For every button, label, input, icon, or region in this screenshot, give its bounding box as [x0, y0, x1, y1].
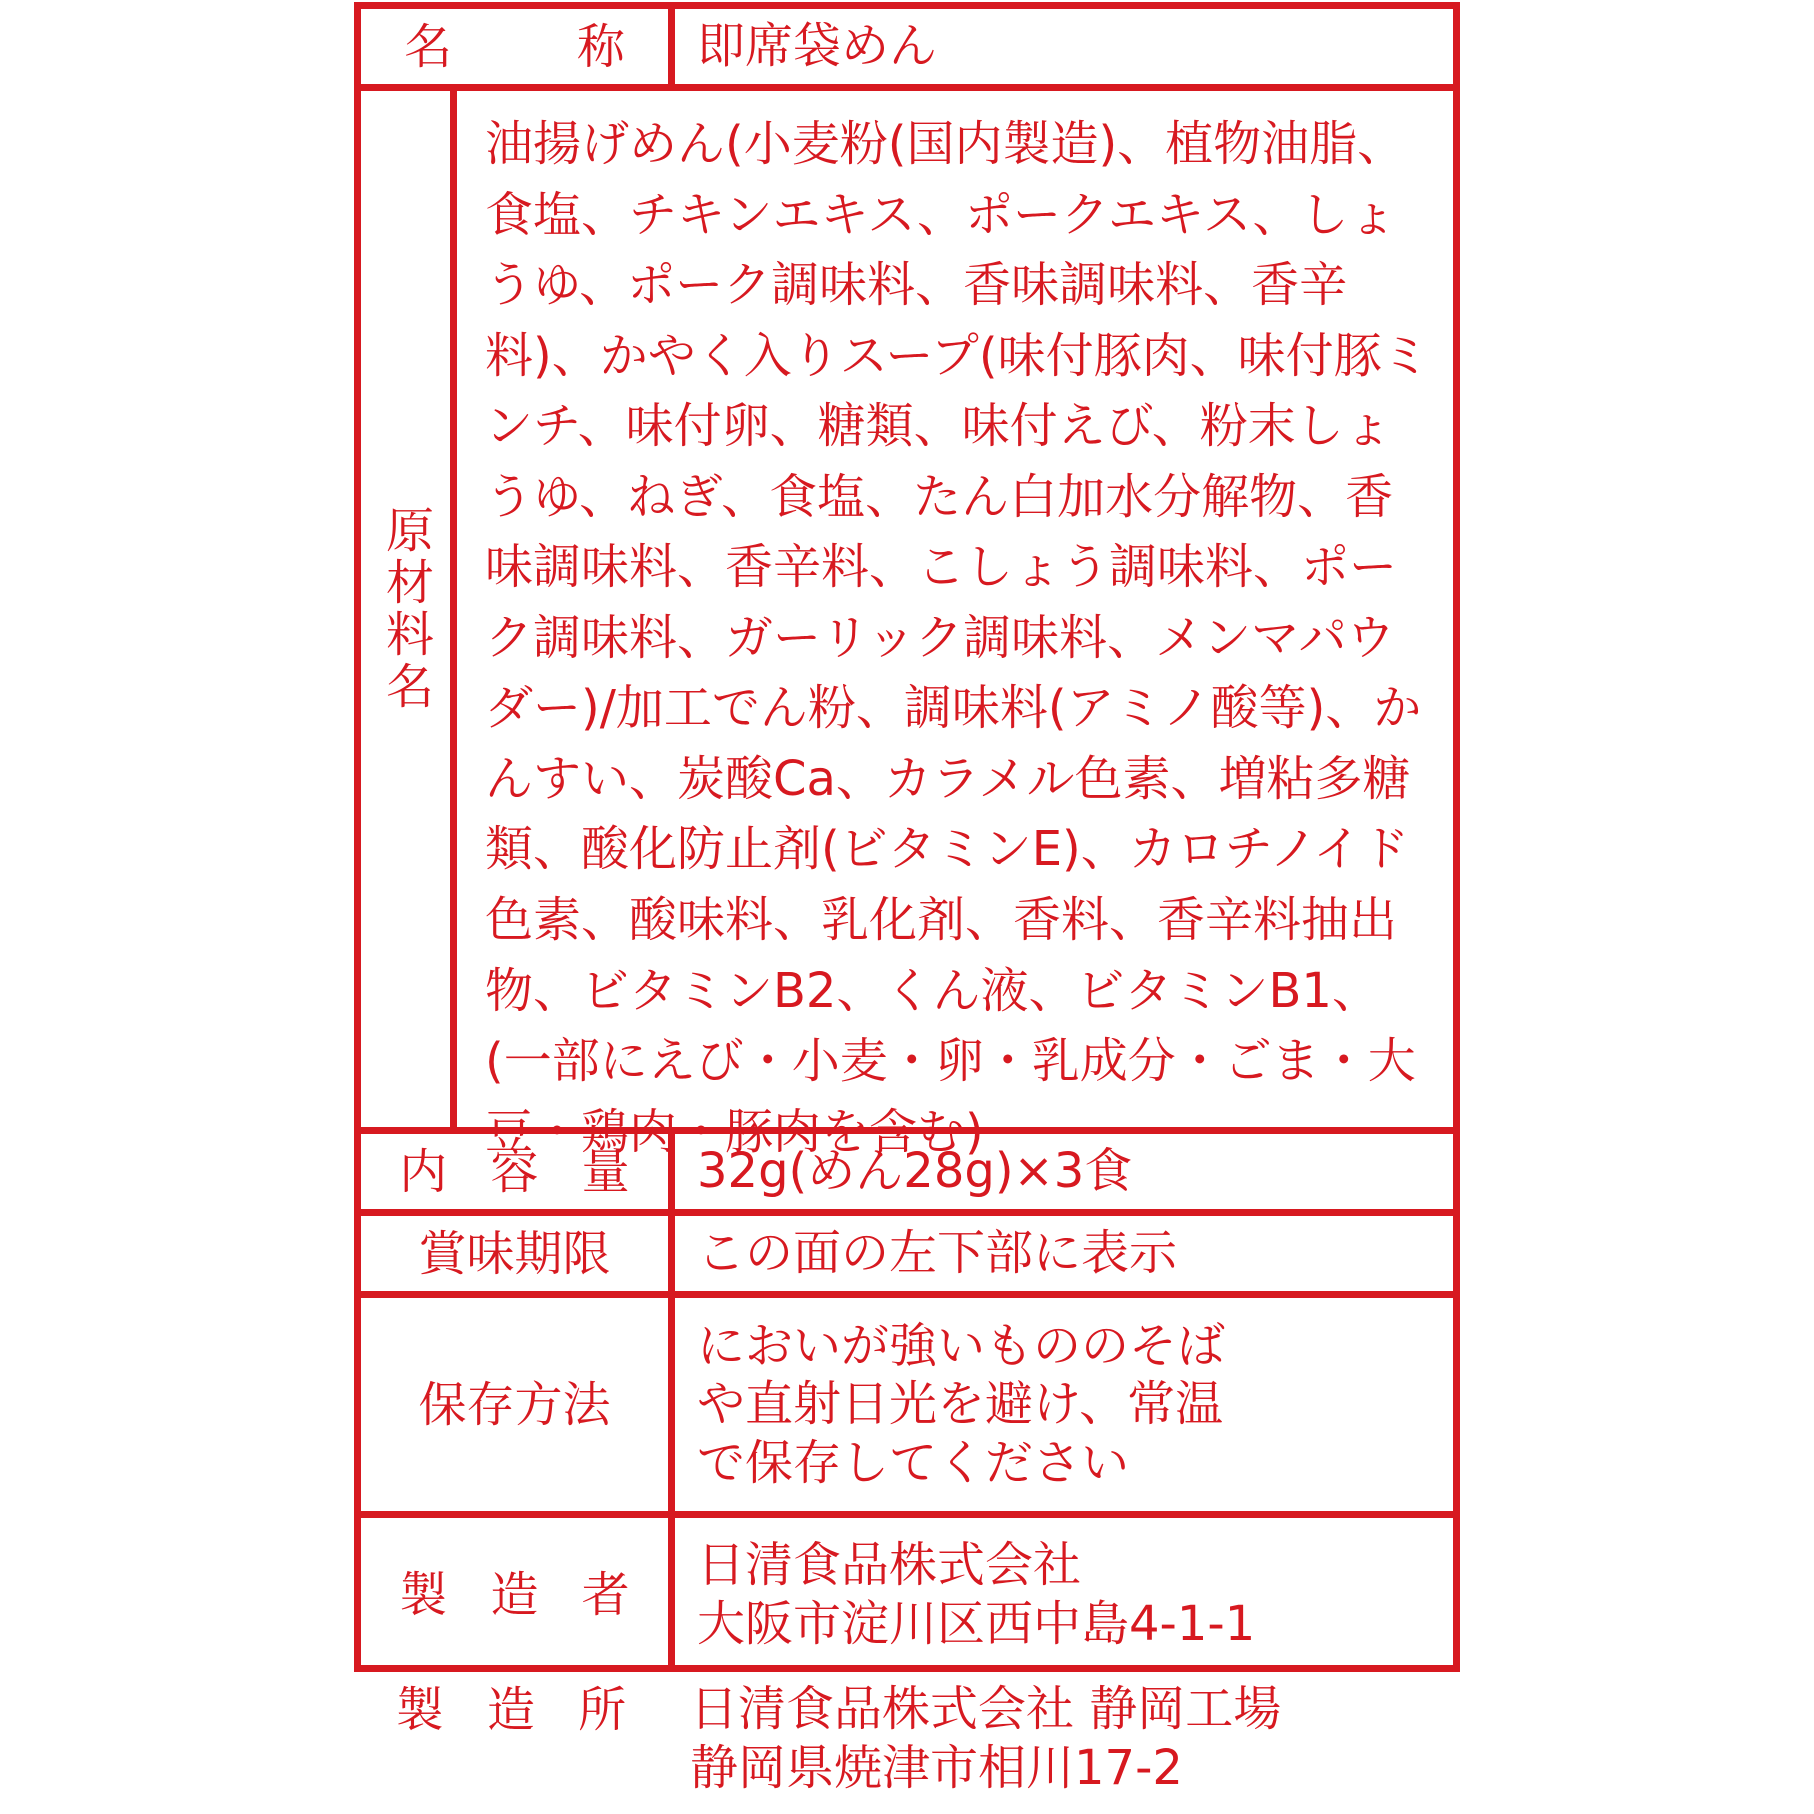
factory-label-text: 製造所	[395, 1682, 670, 1738]
net-content-value: 32g(めん28g)×3食	[697, 1143, 1133, 1200]
product-name-label-text: 名称	[404, 18, 750, 75]
manufacturer-value: 日清食品株式会社 大阪市淀川区西中島4-1-1	[697, 1537, 1256, 1652]
food-label-table	[354, 2, 1460, 1672]
manufacturer-label-text: 製造者	[399, 1567, 673, 1623]
row-ingredients	[361, 91, 1453, 1160]
net-content-label-text: 内容量	[399, 1143, 673, 1200]
net-content-label	[361, 1134, 675, 1209]
factory-label	[354, 1672, 668, 1812]
product-name-label	[361, 9, 750, 84]
row-product-name	[361, 9, 1453, 91]
ingredients-value: 油揚げめん(小麦粉(国内製造)、植物油脂、食塩、チキンエキス、ポークエキス、しょうゆ、ポーク調味料、香味調味料、香辛料)、かやく入りスープ(味付豚肉、味付豚ミンチ、味付卵、糖類、味付えび、粉末しょうゆ、ねぎ、食塩、たん白加水分解物、香味調味料、香辛料、こしょう調味料、ポーク調味料、ガーリック調味料、メンマパウダー)/加工でん粉、調味料(アミノ酸等)、かんすい、炭酸Ca、カラメル色素、増粘多糖類、酸化防止剤(ビタミンE)、カロチノイド色素、酸味料、乳化剤、香料、香辛料抽出物、ビタミンB2、くん液、ビタミンB1、(一部にえび・小麦・卵・乳成分・ごま・大豆・鶏肉・豚肉を含む)	[485, 116, 1430, 1160]
row-best-before	[361, 1216, 1453, 1298]
row-manufacturer	[361, 1518, 1453, 1672]
storage-value	[675, 1298, 1453, 1511]
manufacturer-label	[361, 1518, 675, 1672]
best-before-value: この面の左下部に表示	[697, 1225, 1178, 1282]
best-before-label: 賞味期限	[361, 1216, 675, 1291]
factory-info	[354, 1672, 1460, 1812]
storage-value-text: においが強いもののそばや直射日光を避け、常温で保存してください	[697, 1317, 1226, 1491]
ingredients-label: 原材料名	[361, 91, 457, 1127]
product-name-value: 即席袋めん	[697, 18, 938, 75]
storage-label: 保存方法	[361, 1298, 675, 1511]
factory-value: 日清食品株式会社 静岡工場 静岡県焼津市相川17-2	[690, 1681, 1282, 1796]
row-net-content	[361, 1134, 1453, 1216]
row-storage-method	[361, 1298, 1453, 1518]
